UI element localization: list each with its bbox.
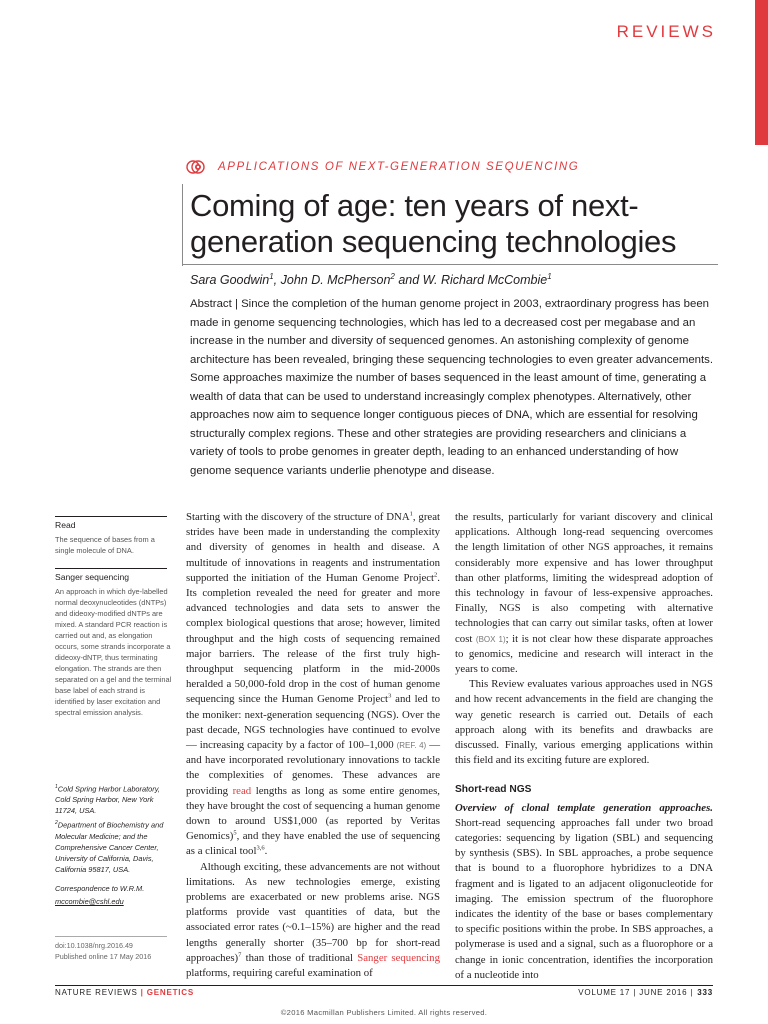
citation-superscript[interactable]: 1 [409, 510, 413, 518]
affiliation: $^2$Department of Biochemistry and Molecular Medicine; and the Comprehensive Cancer Center, University of California, Davis, California 95817, USA. [55, 820, 164, 874]
glossary-term: Sanger sequencing [55, 572, 130, 582]
body-paragraph: This Review evaluates various approaches used in NGS and how recent advancements in the field are changing the way genetic research is carried out. Details of each approach along with its benefits and drawbacks are discussed. Finally, various emerging applications within this field and its exciting future are explored. [455, 678, 713, 767]
section-heading: Short-read NGS [455, 784, 532, 796]
series-title: APPLICATIONS OF NEXT-GENERATION SEQUENCING [218, 161, 580, 173]
journal-section: GENETICS [146, 988, 195, 997]
affiliation-marker: 2 [390, 272, 395, 281]
series-banner [186, 160, 579, 174]
citation-superscript[interactable]: 5 [233, 829, 237, 837]
glossary-term: Read [55, 520, 76, 530]
journal-name: NATURE REVIEWS [55, 988, 138, 997]
body-column-left [186, 510, 440, 981]
concentric-circles-icon [186, 160, 212, 174]
body-column-right [455, 510, 713, 983]
affiliation: $^1$Cold Spring Harbor Laboratory, Cold Spring Harbor, New York 11724, USA. [55, 784, 160, 816]
correspondence-label: Correspondence to W.R.M. [55, 883, 145, 893]
abstract-label: Abstract [190, 298, 232, 310]
published-date: Published online 17 May 2016 [55, 952, 152, 961]
reference-link[interactable]: (REF. 4) [396, 741, 427, 751]
reference-link[interactable]: (BOX 1) [475, 634, 506, 644]
body-paragraph: Starting with the discovery of the structure of DNA$^1$, great strides have been made in understanding the complexity and diversity of genomes in health and disease. A multitude of innovations in reagents and instrumentation supported the initiation of the Human Genome Project$^2$. Its completion revealed the need for greater and more advanced technologies and data sets to answer the complex biological questions that arose; however, limited throughput and the high costs of sequencing remained major barriers. The release of the first truly high-throughput sequencing platform in the mid-2000s heralded a 50,000-fold drop in the cost of human genome sequencing since the Human Genome Project$^3$ and led to the moniker: next-generation sequencing (NGS). Over the past decade, NGS technologies have continued to evolve — increasing capacity by a factor of 100–1,000 (REF. 4) — and have incorporated revolutionary innovations to tackle the complexities of genomes. These advances are providing read lengths as long as some entire genomes, they have brought the cost of sequencing a human genome down to around US$1,000 (as reported by Veritas Genomics)$^5$, and they have enabled the use of sequencing as a clinical tool$^{3,6}$. [186, 510, 440, 858]
body-paragraph: Although exciting, these advancements are not without limitations. As new technologies emerge, existing problems are exacerbated or new problems arise. NGS platforms provide vast quantities of data, but the associated error rates (~0.1–15%) are higher and the read lengths generally shorter (35–700 bp for short-read approaches)$^7$ than those of traditional Sanger sequencing platforms, requiring careful examination of [186, 860, 440, 980]
title-left-rule [182, 184, 183, 266]
abstract [190, 295, 720, 480]
author-name: W. Richard McCombie [422, 273, 548, 288]
glossary-link[interactable]: Sanger sequencing [357, 951, 440, 964]
abstract-separator: | [231, 298, 242, 310]
affiliations [55, 782, 175, 909]
author-list: Sara Goodwin$^1$, John D. McPherson$^2$ and W. Richard McCombie$^1$ [190, 272, 552, 288]
body-paragraph: Overview of clonal template generation approaches. Short-read sequencing approaches fall under two broad categories: sequencing by ligation (SBL) and sequencing by synthesis (SBS). In SBL approaches, a probe sequence that is bound to a fluorophore hybridizes to a DNA fragment and is ligated to an adjacent oligonucleotide for imaging. The emission spectrum of the fluorophore indicates the identity of the base or bases complementary to specific positions within the probe. In SBS approaches, a polymerase is used and a signal, such as a fluorophore or a change in ionic concentration, identifies the incorporation of a nucleotide into [455, 801, 713, 981]
affiliation-marker: 1 [269, 272, 274, 281]
citation-superscript[interactable]: 3,6 [256, 844, 265, 852]
page-number: 333 [697, 988, 713, 997]
article-title: Coming of age: ten years of next-generation sequencing technologies [190, 188, 677, 259]
section-tag: REVIEWS [616, 22, 716, 41]
publication-info [55, 936, 175, 962]
title-underline [182, 264, 718, 265]
correspondence-email[interactable]: mccombie@cshl.edu [55, 896, 124, 906]
copyright-notice: ©2016 Macmillan Publishers Limited. All rights reserved. [280, 1008, 488, 1017]
affiliation-marker: 1 [547, 272, 552, 281]
author-name: John D. McPherson [280, 273, 391, 288]
citation-superscript[interactable]: 7 [238, 951, 242, 959]
glossary-definition: An approach in which dye-labelled normal deoxynucleotides (dNTPs) and dideoxy-modified dNTPs are mixed. A standard PCR reaction is carried out and, as elongation occurs, some strands incorporate a dideoxy-dNTP, thus terminating elongation. The strands are then separated on a gel and the terminal base label of each strand is identified by laser excitation and spectral emission analysis. [55, 587, 172, 717]
glossary-sidebar [55, 516, 175, 730]
footer-journal [55, 988, 194, 997]
author-name: Sara Goodwin [190, 273, 270, 288]
abstract-text: Since the completion of the human genome project in 2003, extraordinary progress has been made in genome sequencing technologies, which has led to a decreased cost per megabase and an increase in the number and diversity of sequenced genomes. An astonishing complexity of genome architecture has been revealed, bringing these sequencing technologies to even greater advancements. Some approaches maximize the number of bases sequenced in the least amount of time, generating a wealth of data that can be used to understand increasingly complex phenotypes. Alternatively, other approaches now aim to sequence longer contiguous pieces of DNA, which are essential for resolving structurally complex regions. These and other strategies are providing researchers and clinicians a variety of tools to probe genomes in greater depth, leading to an enhanced understanding of how genome sequence variants underlie phenotype and disease. [190, 298, 714, 477]
run-in-heading: Overview of clonal template generation approaches. [455, 801, 713, 814]
footer-volume [578, 988, 713, 997]
citation-superscript[interactable]: 2 [434, 571, 438, 579]
glossary-definition: The sequence of bases from a single molecule of DNA. [55, 535, 155, 555]
footer-divider: | [137, 988, 147, 997]
volume-date: VOLUME 17 | JUNE 2016 | [578, 988, 694, 997]
body-paragraph: the results, particularly for variant discovery and clinical applications. Although long-read sequencing overcomes the length limitation of other NGS approaches, it remains considerably more expensive and has lower throughput than other platforms, limiting the widespread adoption of this technology in favour of less-expensive approaches. Finally, NGS is also competing with alternative technologies that can carry out similar tasks, often at lower cost (BOX 1); it is not clear how these disparate approaches to genomics, medicine and research will interact in the years to come. [455, 511, 713, 676]
footer-rule [55, 985, 713, 986]
citation-superscript[interactable]: 3 [388, 692, 392, 700]
glossary-link[interactable]: read [232, 784, 252, 797]
doi[interactable]: doi:10.1038/nrg.2016.49 [55, 941, 133, 950]
reviews-color-tab [755, 0, 768, 145]
